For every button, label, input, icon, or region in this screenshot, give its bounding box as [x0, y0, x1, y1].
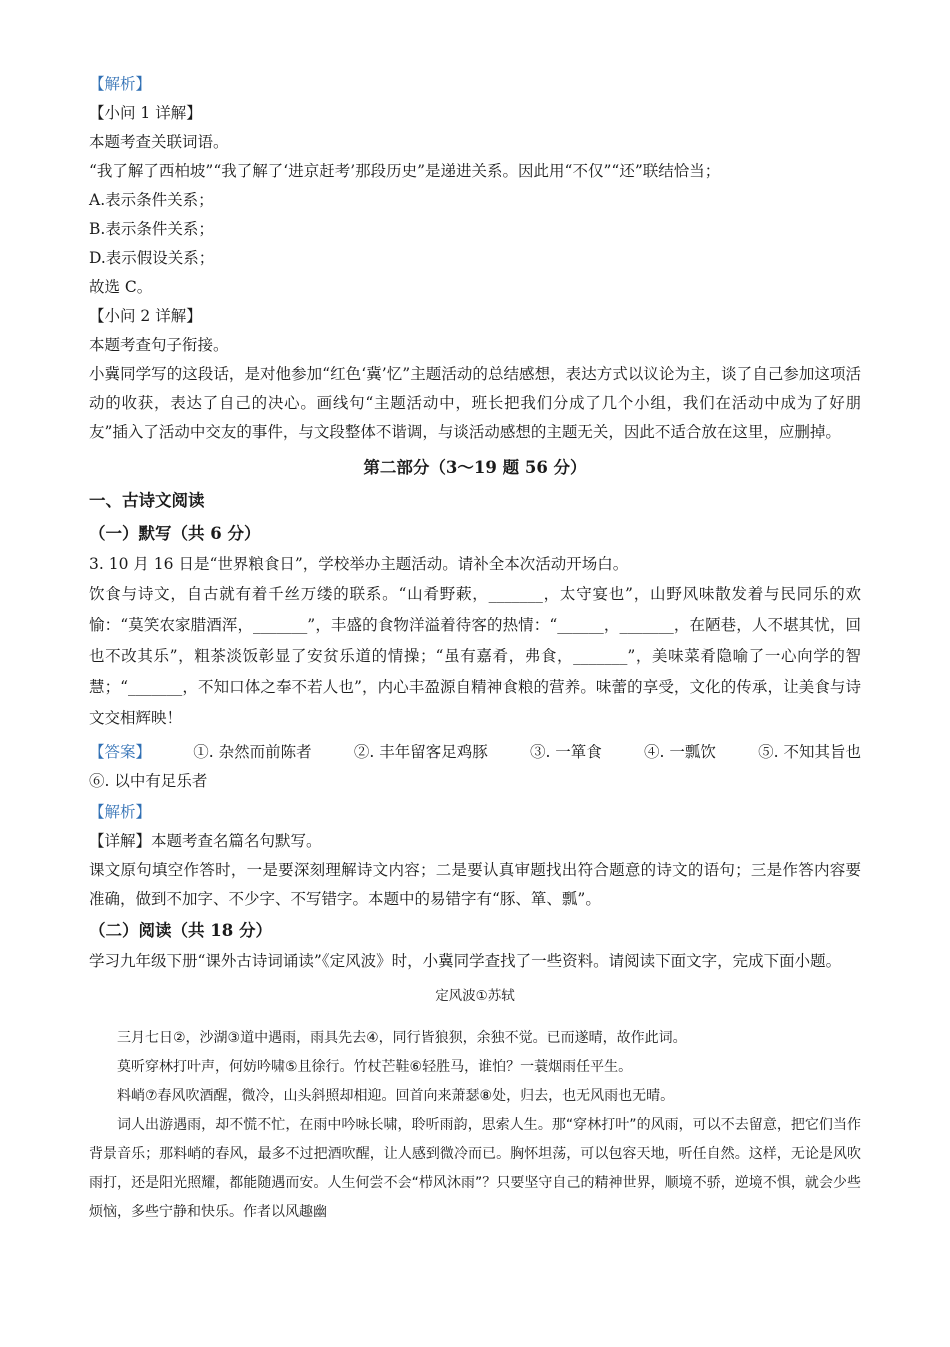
- answer-item-six: ⑥. 以中有足乐者: [89, 772, 208, 790]
- subsection-title-dictation: （一）默写（共 6 分）: [89, 524, 261, 543]
- part-two-title: 第二部分（3～19 题 56 分）: [363, 458, 587, 477]
- answer-item: ⑤. 不知其旨也: [758, 743, 861, 761]
- poem-preface: 三月七日②，沙湖③道中遇雨，雨具先去④，同行皆狼狈，余独不觉。已而遂晴，故作此词。: [117, 1029, 687, 1046]
- q1-topic: 本题考查关联词语。: [89, 133, 229, 151]
- answer-item: ②. 丰年留客足鸡豚: [353, 743, 488, 761]
- q2-detail-label: 【小问 2 详解】: [89, 307, 202, 325]
- answer-item: ③. 一箪食: [529, 743, 602, 761]
- q2-explanation: 小冀同学写的这段话，是对他参加“红色‘冀’忆”主题活动的总结感想，表达方式以议论为主，谈了自己参加这项活动的收获，表达了自己的决心。画线句“主题活动中，班长把我们分成了几个小组，我们在活动中成为了好朋友”插入了活动中交友的事件，与文段整体不谐调，与谈活动感想的主题无关，因此不适合放在这里，应删掉。: [89, 365, 861, 441]
- q1-option-d: D.表示假设关系；: [89, 249, 215, 267]
- q1-option-b: B.表示条件关系；: [89, 220, 214, 238]
- poem-stanza: 料峭⑦春风吹酒醒，微冷，山头斜照却相迎。回首向来萧瑟⑧处，归去，也无风雨也无晴。: [117, 1087, 675, 1104]
- answer-item: ④. 一瓢饮: [644, 743, 716, 761]
- q1-answer: 故选 C。: [89, 278, 153, 296]
- subsection-title-reading: （二）阅读（共 18 分）: [89, 921, 272, 940]
- poem-title: 定风波①苏轼: [435, 988, 515, 1004]
- q3-passage: 饮食与诗文，自古就有着千丝万缕的联系。“山肴野蔌，_______，太守宴也”，山野风味散发着与民同乐的欢愉：“莫笑农家腊酒浑，_______”，丰盛的食物洋溢着待客的热情：“______，_______，在陋巷，人不堪其忧，回也不改其乐”，粗茶淡饭彰显了安贫乐道的情操；“虽有嘉肴，弗食，_______”，美味菜肴隐喻了一心向学的智慧；“_______，不知口体之奉不若人也”，内心丰盈源自精神食粮的营养。味蕾的享受，文化的传承，让美食与诗文交相辉映！: [89, 585, 861, 727]
- q3-explanation: 课文原句填空作答时，一是要深刻理解诗文内容；二是要认真审题找出符合题意的诗文的语句；三是作答内容要准确，做到不加字、不少字、不写错字。本题中的易错字有“豚、箪、瓢”。: [89, 861, 861, 908]
- reading-intro: 学习九年级下册“课外古诗词诵读”《定风波》时，小冀同学查找了一些资料。请阅读下面文字，完成下面小题。: [89, 952, 842, 970]
- poem-commentary: 词人出游遇雨，却不慌不忙，在雨中吟咏长啸，聆听雨韵，思索人生。那“穿林打叶”的风雨，可以不去留意，把它们当作背景音乐；那料峭的春风，最多不过把酒吹醒，让人感到微冷而已。胸怀坦荡，可以包容天地，听任自然。这样，无论是风吹雨打，还是阳光照耀，都能随遇而安。人生何尝不会“栉风沐雨”？只要坚守自己的精神世界，顺境不骄，逆境不惧，就会少些烦恼，多些宁静和快乐。作者以风趣幽: [89, 1116, 861, 1220]
- q2-topic: 本题考查句子衔接。: [89, 336, 229, 354]
- poem-stanza: 莫听穿林打叶声，何妨吟啸⑤且徐行。竹杖芒鞋⑥轻胜马，谁怕？一蓑烟雨任平生。: [117, 1058, 633, 1075]
- analysis-label: 【解析】: [89, 803, 152, 821]
- q1-explanation: “我了解了西柏坡”“我了解了‘进京赶考’那段历史”是递进关系。因此用“不仅”“还”联结恰当；: [89, 162, 721, 180]
- answer-label: 【答案】: [89, 743, 152, 761]
- q1-option-a: A.表示条件关系；: [89, 191, 214, 209]
- answer-item: ①. 杂然而前陈者: [193, 743, 312, 761]
- answer-row: [89, 738, 861, 767]
- document-page: [89, 70, 861, 1227]
- q3-stem: 3. 10 月 16 日是“世界粮食日”，学校举办主题活动。请补全本次活动开场白。: [89, 555, 629, 573]
- q1-detail-label: 【小问 1 详解】: [89, 104, 202, 122]
- analysis-label: 【解析】: [89, 75, 152, 93]
- q3-detail: 【详解】本题考查名篇名句默写。: [89, 832, 322, 850]
- section-title-classical: 一、古诗文阅读: [89, 491, 205, 510]
